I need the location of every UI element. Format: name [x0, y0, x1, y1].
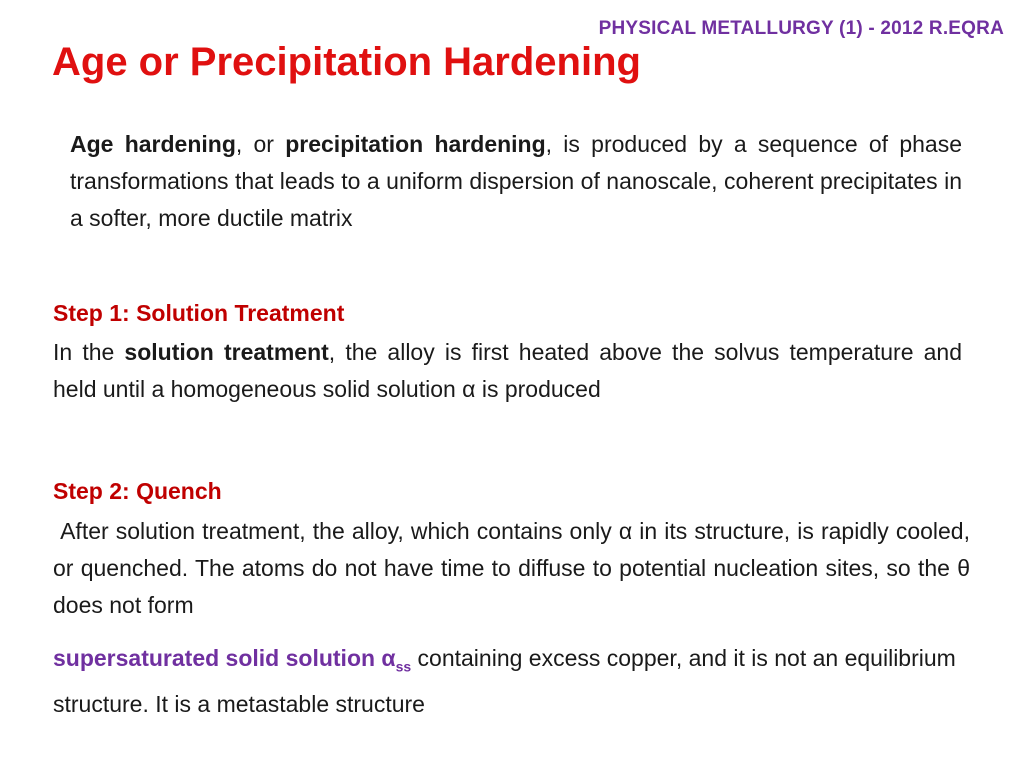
sss-text: containing excess copper, and it is not an equilibrium structure. It is a metastable structure [53, 645, 956, 717]
step2-paragraph: After solution treatment, the alloy, which contains only α in its structure, is rapidly cooled, or quenched. The atoms do not have time to diffuse to potential nucleation sites, so the θ does not form [53, 518, 977, 618]
step1-paragraph [53, 334, 962, 408]
intro-text: , is produced by a sequence of phase transformations that leads to a uniform dispersion of nanoscale, coherent precipitates in a softer, more ductile matrix [70, 131, 962, 231]
term-supersaturated-solid-solution: supersaturated solid solution α [53, 645, 396, 671]
step2-heading: Step 2: Quench [53, 478, 222, 504]
step1-pre: In the [53, 339, 125, 365]
intro-paragraph [70, 126, 962, 237]
course-header: PHYSICAL METALLURGY (1) - 2012 R.EQRA [598, 18, 1004, 39]
sss-subscript: ss [395, 658, 412, 675]
step1-text: , the alloy is first heated above the solvus temperature and held until a homogeneous solid solution α is produced [53, 339, 963, 402]
slide-title: Age or Precipitation Hardening [52, 40, 641, 84]
intro-separator: , or [235, 131, 286, 157]
term-precipitation-hardening: precipitation hardening [285, 131, 546, 157]
step1-heading: Step 1: Solution Treatment [53, 300, 345, 326]
term-age-hardening: Age hardening [70, 131, 236, 157]
term-solution-treatment: solution treatment [124, 339, 329, 365]
sss-paragraph [53, 640, 963, 723]
